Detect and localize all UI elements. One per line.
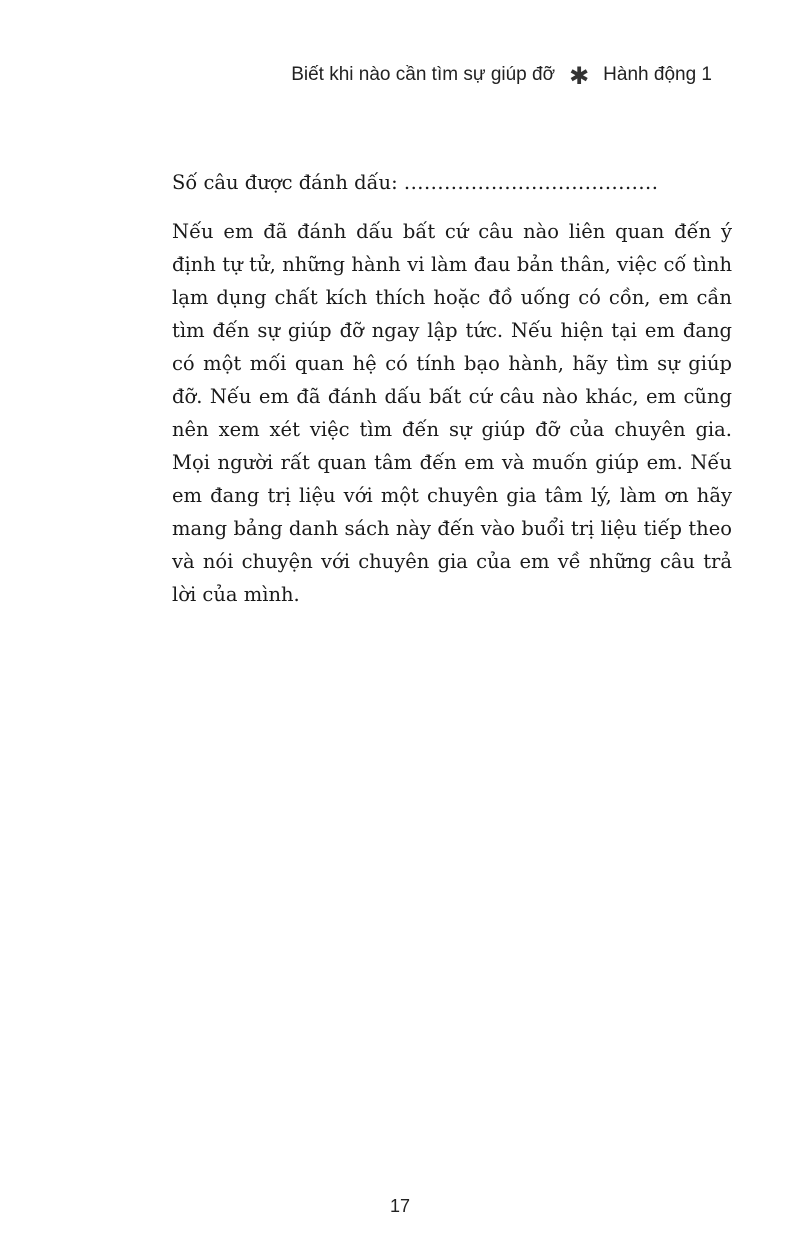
marked-count-blank: ......................................: [403, 171, 659, 194]
marked-count-label: Số câu được đánh dấu:: [172, 171, 398, 194]
body-text: [172, 166, 732, 611]
section-label: Hành động 1: [603, 63, 712, 85]
running-header: [291, 60, 712, 89]
asterisk-separator-icon: ✱: [569, 63, 590, 90]
marked-count-line: [172, 166, 732, 199]
instruction-paragraph: Nếu em đã đánh dấu bất cứ câu nào liên quan đến ý định tự tử, những hành vi làm đau bản thân, việc cố tình lạm dụng chất kích thích hoặc đồ uống có cồn, em cần tìm đến sự giúp đỡ ngay lập tức. Nếu hiện tại em đang có một mối quan hệ có tính bạo hành, hãy tìm sự giúp đỡ. Nếu em đã đánh dấu bất cứ câu nào khác, em cũng nên xem xét việc tìm đến sự giúp đỡ của chuyên gia. Mọi người rất quan tâm đến em và muốn giúp em. Nếu em đang trị liệu với một chuyên gia tâm lý, làm ơn hãy mang bảng danh sách này đến vào buổi trị liệu tiếp theo và nói chuyện với chuyên gia của em về những câu trả lời của mình.: [172, 220, 732, 606]
chapter-title: Biết khi nào cần tìm sự giúp đỡ: [291, 63, 556, 85]
page-number: 17: [389, 1196, 411, 1216]
